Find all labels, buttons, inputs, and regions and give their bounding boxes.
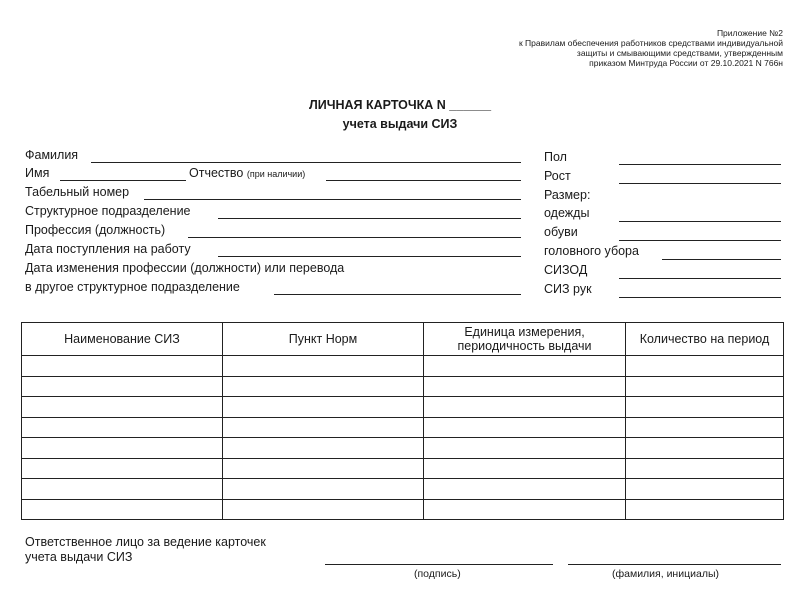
signature-caption: (подпись) — [414, 568, 461, 580]
table-cell[interactable] — [22, 499, 223, 520]
table-row — [22, 397, 784, 418]
appendix-line: защиты и смывающими средствами, утвержденным — [576, 48, 783, 58]
gloves-size-label: СИЗ рук — [544, 282, 592, 296]
table-row — [22, 499, 784, 520]
shoes-size-field[interactable] — [619, 240, 781, 241]
patronymic-text: Отчество — [189, 166, 244, 180]
table-cell[interactable] — [22, 397, 223, 418]
table-row — [22, 438, 784, 459]
table-cell[interactable] — [223, 417, 424, 438]
respiratory-size-label: СИЗОД — [544, 263, 588, 277]
appendix-note — [423, 28, 783, 68]
col-header-unit-periodicity: Единица измерения, периодичность выдачи — [424, 323, 626, 356]
change-date-label-2: в другое структурное подразделение — [25, 280, 240, 294]
patronymic-field[interactable] — [326, 180, 521, 181]
patronymic-label — [189, 166, 305, 182]
height-field[interactable] — [619, 183, 781, 184]
clothes-size-label: одежды — [544, 206, 590, 220]
col-header-quantity: Количество на период — [626, 323, 784, 356]
appendix-line: Приложение №2 — [716, 28, 783, 38]
personnel-number-label: Табельный номер — [25, 185, 130, 199]
change-date-field[interactable] — [274, 294, 521, 295]
table-cell[interactable] — [626, 458, 784, 479]
table-row — [22, 417, 784, 438]
card-subtitle: учета выдачи СИЗ — [342, 117, 458, 131]
table-cell[interactable] — [22, 356, 223, 377]
hire-date-label: Дата поступления на работу — [25, 242, 191, 256]
card-title: ЛИЧНАЯ КАРТОЧКА N ______ — [308, 98, 492, 112]
table-row — [22, 458, 784, 479]
table-cell[interactable] — [223, 376, 424, 397]
table-cell[interactable] — [22, 376, 223, 397]
appendix-line: к Правилам обеспечения работников средствами индивидуальной — [518, 38, 783, 48]
profession-label: Профессия (должность) — [25, 223, 166, 237]
table-cell[interactable] — [424, 376, 626, 397]
headwear-size-field[interactable] — [662, 259, 781, 260]
name-field[interactable] — [60, 180, 186, 181]
size-label: Размер: — [544, 188, 591, 202]
table-cell[interactable] — [223, 438, 424, 459]
table-cell[interactable] — [22, 479, 223, 500]
table-row — [22, 376, 784, 397]
col-header-siz-name: Наименование СИЗ — [22, 323, 223, 356]
table-cell[interactable] — [22, 417, 223, 438]
table-cell[interactable] — [424, 499, 626, 520]
table-cell[interactable] — [626, 356, 784, 377]
responsible-label-1: Ответственное лицо за ведение карточек — [25, 535, 266, 549]
department-label: Структурное подразделение — [25, 204, 191, 218]
table-cell[interactable] — [22, 438, 223, 459]
siz-issue-table — [21, 322, 784, 520]
table-row — [22, 479, 784, 500]
table-cell[interactable] — [626, 397, 784, 418]
table-cell[interactable] — [626, 479, 784, 500]
table-cell[interactable] — [424, 397, 626, 418]
col-header-norm-item: Пункт Норм — [223, 323, 424, 356]
table-cell[interactable] — [223, 499, 424, 520]
table-cell[interactable] — [223, 397, 424, 418]
gloves-size-field[interactable] — [619, 297, 781, 298]
table-cell[interactable] — [626, 499, 784, 520]
respiratory-size-field[interactable] — [619, 278, 781, 279]
table-cell[interactable] — [424, 479, 626, 500]
patronymic-note: (при наличии) — [246, 169, 306, 179]
department-field[interactable] — [218, 218, 521, 219]
clothes-size-field[interactable] — [619, 221, 781, 222]
full-name-caption: (фамилия, инициалы) — [612, 568, 719, 580]
personnel-number-field[interactable] — [144, 199, 521, 200]
name-label: Имя — [25, 166, 50, 180]
table-header-row — [22, 323, 784, 356]
table-cell[interactable] — [626, 376, 784, 397]
sex-label: Пол — [544, 150, 567, 164]
sex-field[interactable] — [619, 164, 781, 165]
responsible-label-2: учета выдачи СИЗ — [25, 550, 133, 564]
shoes-size-label: обуви — [544, 225, 578, 239]
table-cell[interactable] — [22, 458, 223, 479]
surname-label: Фамилия — [25, 148, 79, 162]
table-cell[interactable] — [424, 438, 626, 459]
table-cell[interactable] — [424, 458, 626, 479]
hire-date-field[interactable] — [218, 256, 521, 257]
profession-field[interactable] — [188, 237, 521, 238]
change-date-label-1: Дата изменения профессии (должности) или перевода — [25, 261, 345, 275]
full-name-field[interactable] — [568, 564, 781, 565]
table-cell[interactable] — [626, 438, 784, 459]
table-row — [22, 356, 784, 377]
table-cell[interactable] — [223, 479, 424, 500]
signature-field[interactable] — [325, 564, 553, 565]
table-cell[interactable] — [424, 417, 626, 438]
surname-field[interactable] — [91, 162, 521, 163]
table-cell[interactable] — [626, 417, 784, 438]
height-label: Рост — [544, 169, 571, 183]
appendix-line: приказом Минтруда России от 29.10.2021 N 766н — [589, 58, 783, 68]
headwear-size-label: головного убора — [544, 244, 639, 258]
table-cell[interactable] — [424, 356, 626, 377]
table-cell[interactable] — [223, 356, 424, 377]
table-cell[interactable] — [223, 458, 424, 479]
